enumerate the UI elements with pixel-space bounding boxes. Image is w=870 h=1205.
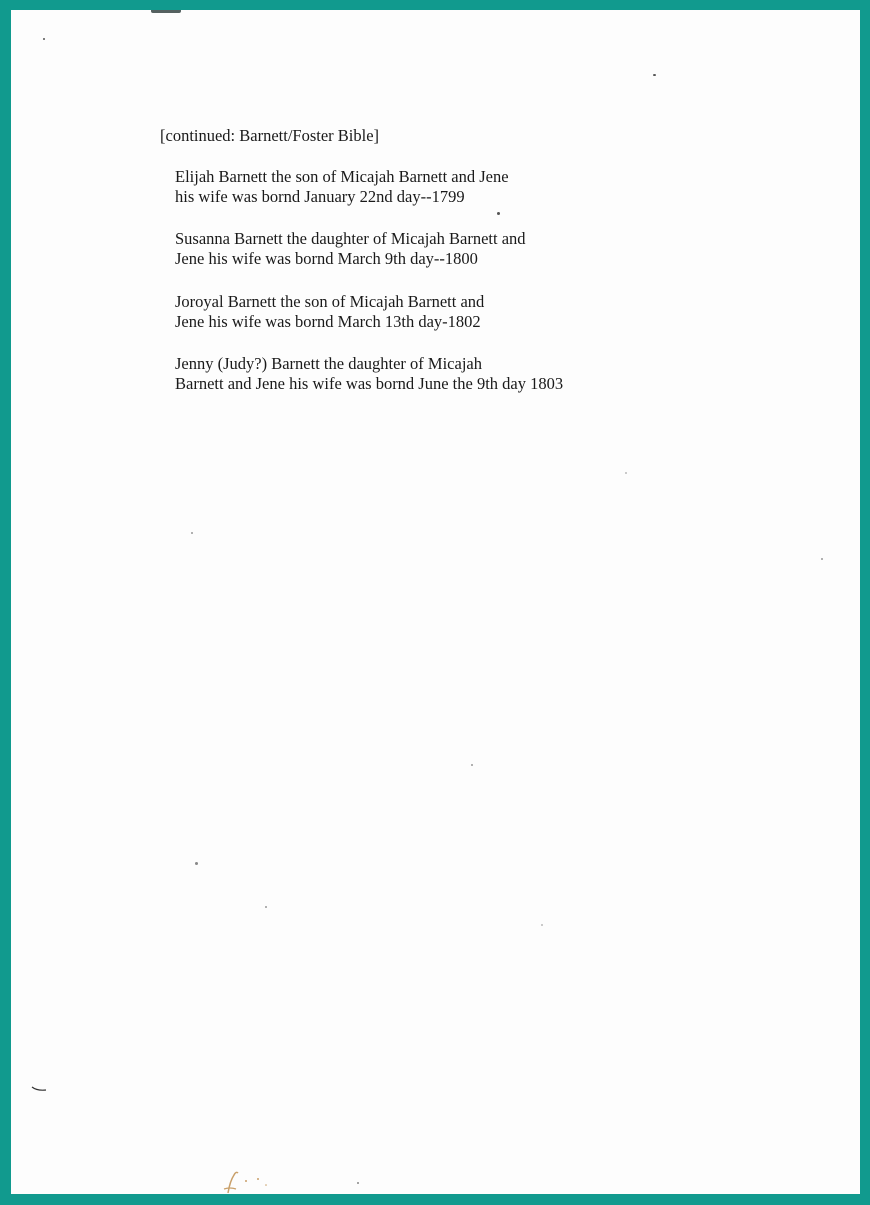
entry-line: his wife was bornd January 22nd day--1799 [175, 187, 465, 206]
birth-entry-elijah [175, 167, 509, 207]
scan-artifact-mark [31, 1086, 47, 1092]
scan-speck [357, 1182, 359, 1184]
document-page [11, 10, 860, 1194]
scan-artifact-smudge [216, 1167, 276, 1194]
birth-entry-joroyal [175, 292, 484, 332]
entry-line: Jene his wife was bornd March 13th day-1802 [175, 312, 481, 331]
scan-speck [653, 74, 656, 76]
scan-speck [195, 862, 198, 865]
scan-speck [265, 906, 267, 908]
entry-line: Joroyal Barnett the son of Micajah Barnett and [175, 292, 485, 311]
scan-speck [821, 558, 823, 560]
scan-speck [471, 764, 473, 766]
scan-speck [541, 924, 543, 926]
entry-line: Barnett and Jene his wife was bornd June the 9th day 1803 [175, 374, 564, 393]
entry-line: Elijah Barnett the son of Micajah Barnett and Jene [175, 167, 509, 186]
document-heading: [continued: Barnett/Foster Bible] [160, 126, 380, 145]
entry-line: Jenny (Judy?) Barnett the daughter of Micajah [175, 354, 482, 373]
entry-line: Jene his wife was bornd March 9th day--1800 [175, 249, 478, 268]
scan-speck [497, 212, 500, 215]
birth-entry-jenny [175, 354, 563, 394]
entry-line: Susanna Barnett the daughter of Micajah Barnett and [175, 229, 526, 248]
birth-entry-susanna [175, 229, 526, 269]
scan-speck [191, 532, 193, 534]
scan-speck [43, 38, 45, 40]
scan-speck [625, 472, 627, 474]
scan-artifact-top [151, 10, 181, 13]
